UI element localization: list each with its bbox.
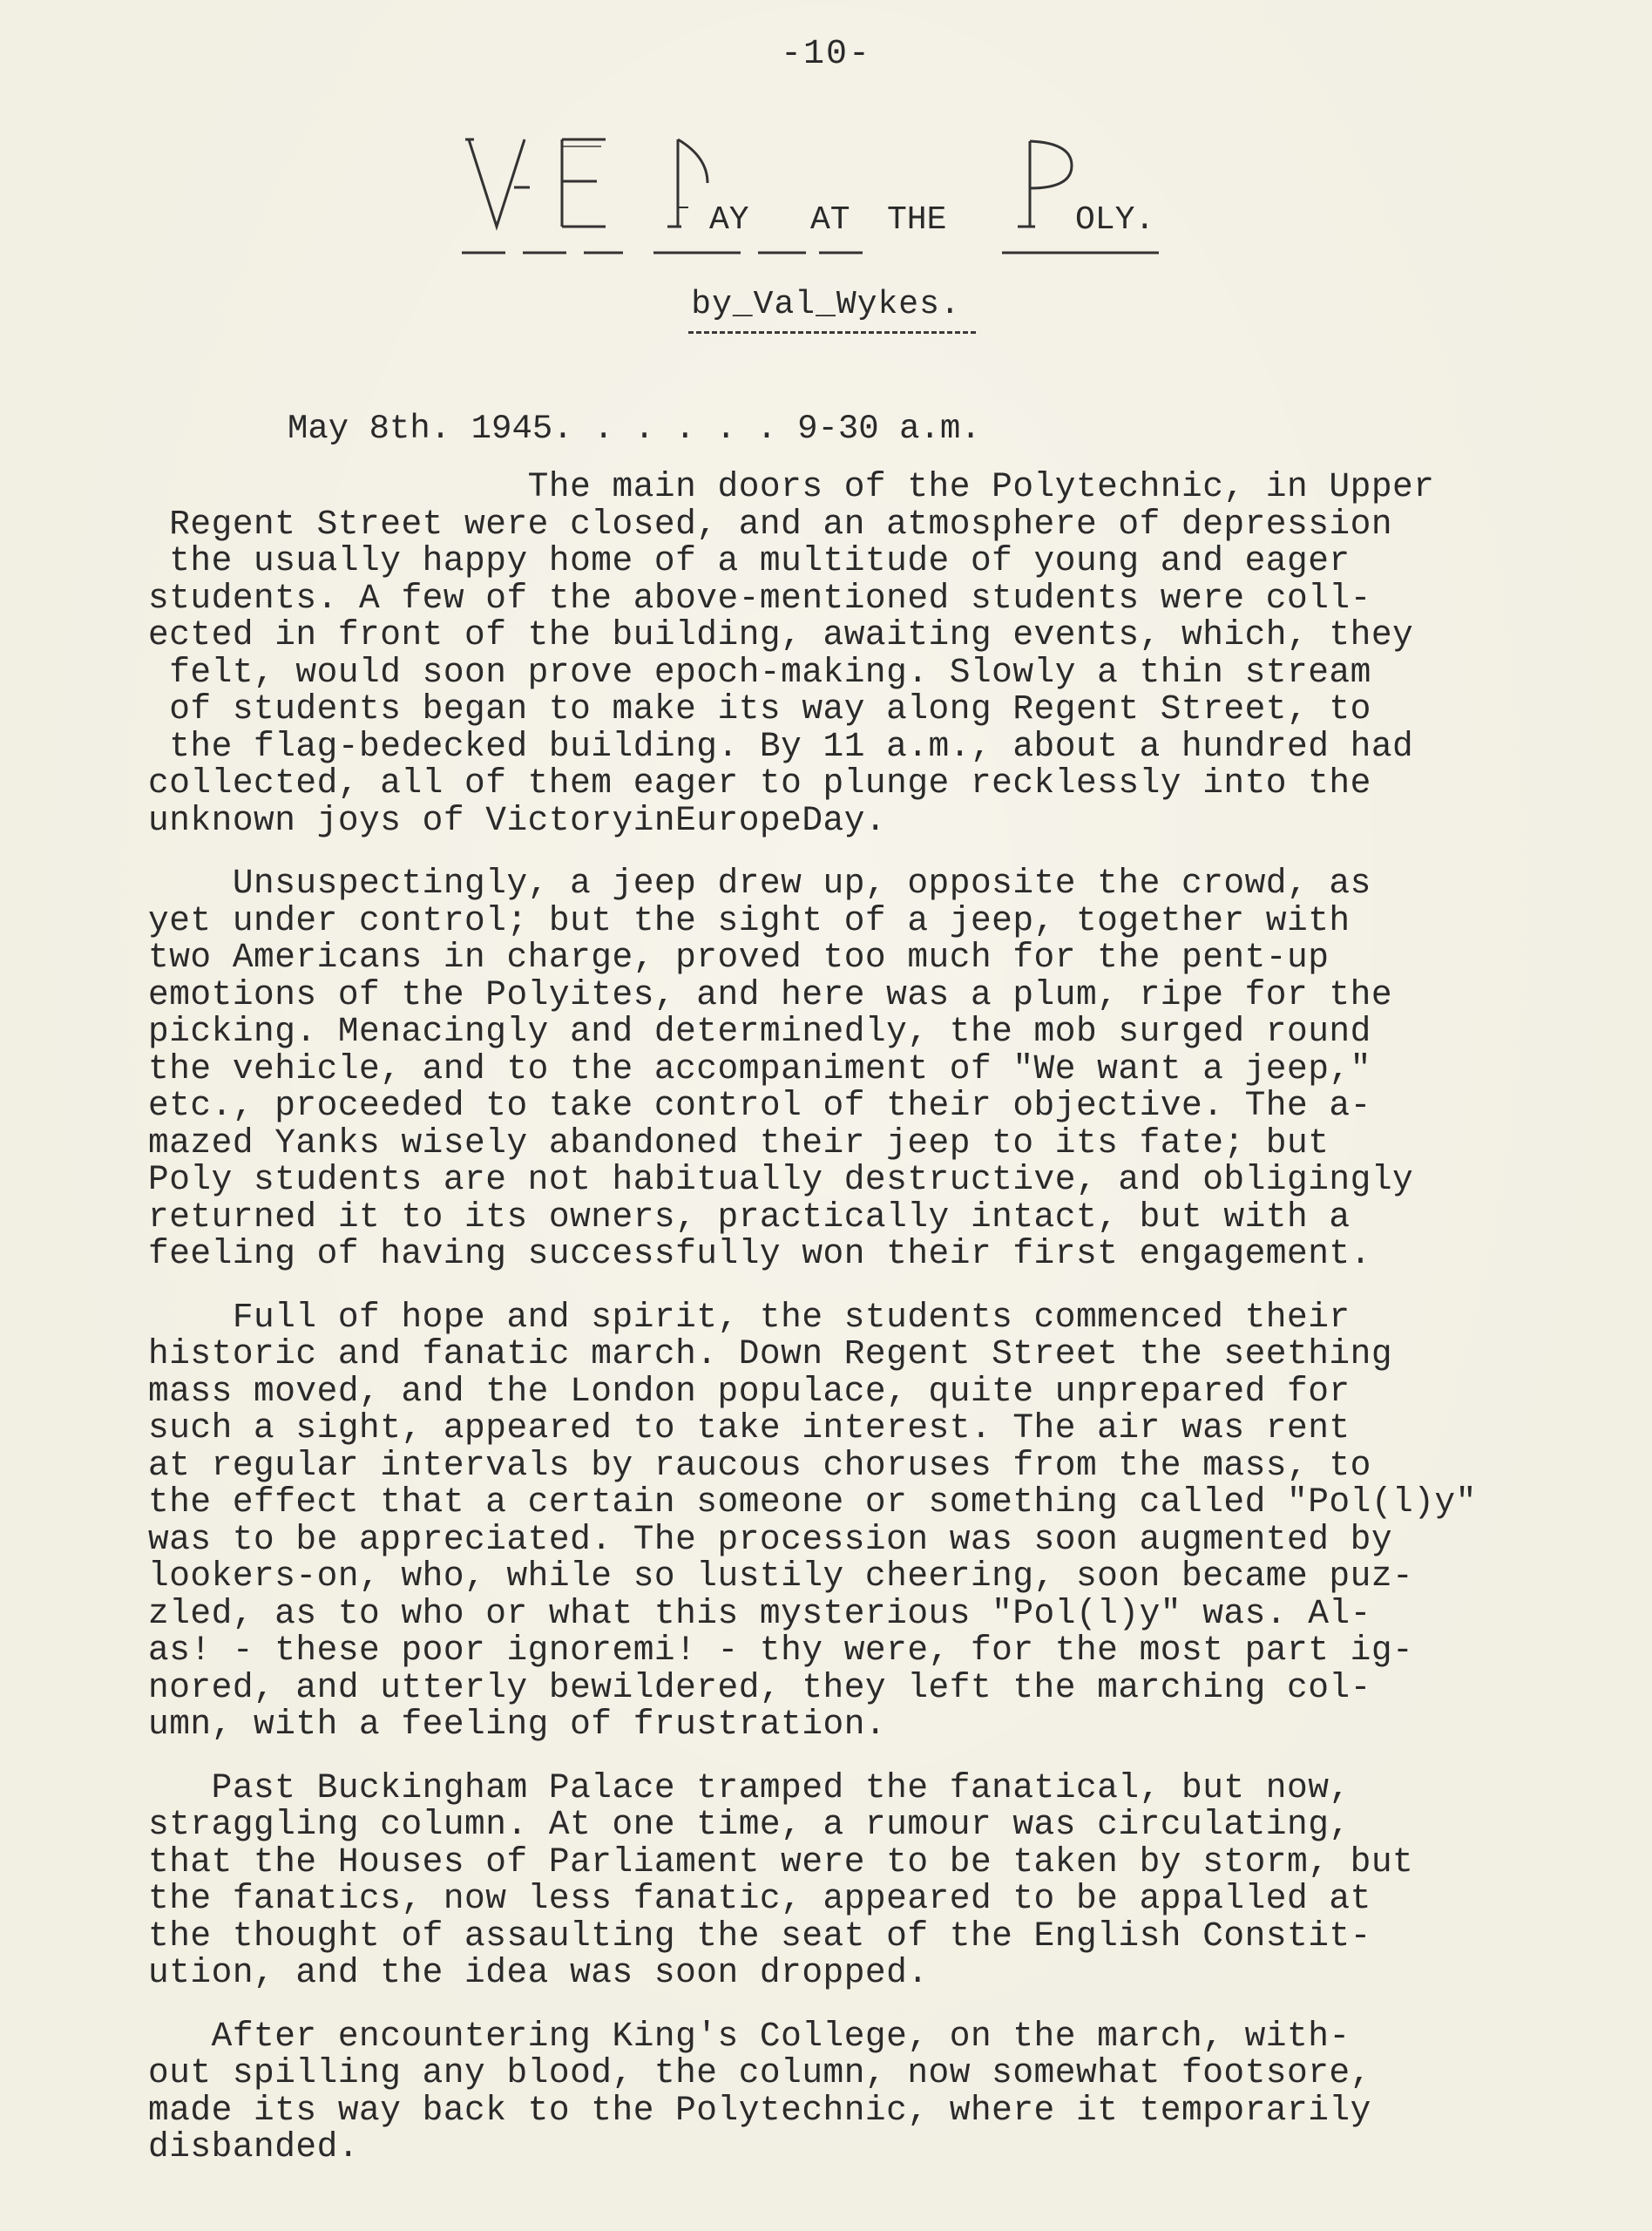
text-line: etc., proceeded to take control of their objective. The a-: [148, 1086, 1371, 1125]
title-lettering: [462, 131, 1168, 270]
text-line: disbanded.: [148, 2127, 360, 2167]
text-line: zled, as to who or what this mysterious "Pol(l)y" was. Al-: [148, 1593, 1371, 1633]
title-word-ay: AY: [709, 201, 749, 239]
paragraph: [148, 865, 1568, 1273]
text-line: The main doors of the Polytechnic, in Upper: [148, 467, 1435, 506]
article-body: [148, 469, 1568, 2193]
text-line: ected in front of the building, awaiting events, which, they: [148, 615, 1414, 654]
title-letter-p: [1030, 141, 1072, 227]
dateline: May 8th. 1945. . . . . . 9-30 a.m.: [288, 410, 981, 448]
text-line: the effect that a certain someone or something called "Pol(l)y": [148, 1482, 1477, 1522]
text-line: of students began to make its way along Regent Street, to: [148, 689, 1371, 729]
paragraph: [148, 1299, 1568, 1744]
text-line: yet under control; but the sight of a jeep, together with: [148, 900, 1351, 940]
text-line: nored, and utterly bewildered, they left the marching col-: [148, 1667, 1371, 1707]
text-line: the vehicle, and to the accompaniment of "We want a jeep,": [148, 1048, 1371, 1088]
text-line: lookers-on, who, while so lustily cheering, soon became puz-: [148, 1556, 1414, 1596]
text-line: students. A few of the above-mentioned students were coll-: [148, 578, 1371, 618]
text-line: unknown joys of VictoryinEuropeDay.: [148, 800, 887, 840]
text-line: straggling column. At one time, a rumour was circulating,: [148, 1805, 1351, 1844]
text-line: felt, would soon prove epoch-making. Slowly a thin stream: [148, 652, 1371, 692]
text-line: Unsuspectingly, a jeep drew up, opposite the crowd, as: [148, 864, 1371, 903]
paragraph: [148, 2018, 1568, 2167]
text-line: returned it to its owners, practically intact, but with a: [148, 1197, 1351, 1237]
text-line: two Americans in charge, proved too much for the pent-up: [148, 938, 1330, 977]
text-line: After encountering King's College, on the march, with-: [148, 2016, 1351, 2056]
text-line: as! - these poor ignoremi! - thy were, for the most part ig-: [148, 1631, 1414, 1670]
text-line: collected, all of them eager to plunge recklessly into the: [148, 763, 1371, 803]
text-line: Full of hope and spirit, the students commenced their: [148, 1297, 1351, 1337]
text-line: historic and fanatic march. Down Regent Street the seething: [148, 1334, 1393, 1373]
text-line: the flag-bedecked building. By 11 a.m., about a hundred had: [148, 726, 1414, 766]
text-line: umn, with a feeling of frustration.: [148, 1705, 887, 1744]
text-line: mazed Yanks wisely abandoned their jeep to its fate; but: [148, 1122, 1330, 1163]
byline-underline: [688, 328, 976, 334]
title-word-oly: OLY.: [1075, 201, 1155, 239]
text-line: out spilling any blood, the column, now somewhat footsore,: [148, 2053, 1371, 2092]
article-title: [462, 131, 1168, 270]
byline: by_Val_Wykes.: [691, 286, 961, 323]
text-line: the thought of assaulting the seat of the English Constit-: [148, 1916, 1371, 1956]
text-line: Regent Street were closed, and an atmosphere of depression: [148, 504, 1393, 544]
paragraph: [148, 1767, 1568, 1992]
title-word-at: AT: [810, 201, 850, 239]
text-line: the fanatics, now less fanatic, appeared to be appalled at: [148, 1879, 1371, 1918]
text-line: Past Buckingham Palace tramped the fanatical, but now,: [148, 1767, 1351, 1807]
text-line: mass moved, and the London populace, quite unprepared for: [148, 1371, 1351, 1411]
text-line: emotions of the Polyites, and here was a plum, ripe for the: [148, 974, 1393, 1014]
text-line: that the Houses of Parliament were to be taken by storm, but: [148, 1841, 1414, 1882]
title-letter-v: [469, 139, 525, 227]
title-letter-d: [678, 139, 708, 227]
text-line: ution, and the idea was soon dropped.: [148, 1953, 929, 1992]
text-line: such a sight, appeared to take interest. The air was rent: [148, 1408, 1351, 1448]
text-line: feeling of having successfully won their first engagement.: [148, 1234, 1371, 1273]
text-line: Poly students are not habitually destructive, and obligingly: [148, 1160, 1414, 1199]
text-line: picking. Menacingly and determinedly, the mob surged round: [148, 1012, 1371, 1051]
title-letter-e: [562, 139, 606, 227]
page-number: -10-: [780, 35, 871, 74]
title-word-the: THE: [887, 201, 947, 239]
text-line: at regular intervals by raucous choruses from the mass, to: [148, 1445, 1371, 1485]
paragraph: [148, 469, 1568, 839]
text-line: made its way back to the Polytechnic, where it temporarily: [148, 2090, 1371, 2130]
text-line: was to be appreciated. The procession was soon augmented by: [148, 1519, 1393, 1559]
text-line: the usually happy home of a multitude of young and eager: [148, 541, 1351, 580]
